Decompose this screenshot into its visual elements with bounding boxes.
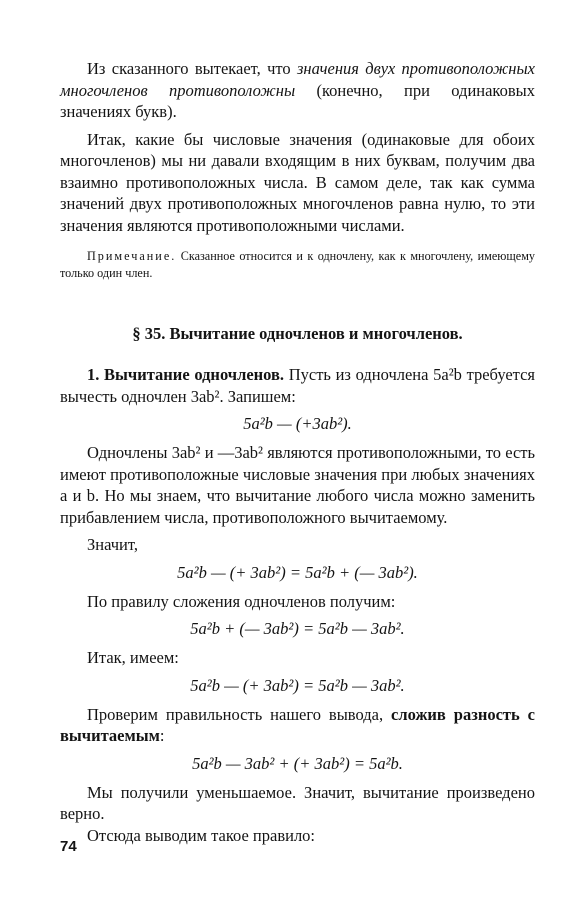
formula-1: 5a²b — (+3ab²). <box>243 414 352 433</box>
paragraph-1-end: (конечно, при одинаковых значениях букв). <box>60 80 535 121</box>
paragraph-1 <box>60 58 535 123</box>
text-rule-addition: По правилу сложения одночленов получим: <box>87 591 396 611</box>
item-1-paragraph <box>60 364 535 407</box>
paragraph-2: Итак, какие бы числовые значения (одинаковые для обоих многочленов) мы ни давали входящим в них буквам, получим два взаимно противоположных числа. В самом деле, так как сумма значений двух противоположных многочленов равна нулю, то эти значения являются противоположными числами. <box>60 129 535 235</box>
text-check <box>60 704 535 747</box>
page-number: 74 <box>60 838 77 855</box>
text-check-end: : <box>159 726 165 745</box>
text-check-bold: сложив разность с вычитаемым <box>60 704 536 745</box>
text-so-we-have: Итак, имеем: <box>87 648 179 667</box>
section-title: § 35. Вычитание одночленов и многочленов. <box>132 324 463 343</box>
note-paragraph <box>60 248 535 282</box>
text-opposites: Одночлены 3ab² и —3ab² являются противоположными, то есть имеют противоположные числовые значения при любых значениях a и b. Но мы знаем, что вычитание любого числа можно заменить прибавлением числа, противоположного вычитаемому. <box>60 443 535 527</box>
text-rule-intro: Отсюда выводим такое правило: <box>87 825 316 845</box>
text-check-start: Проверим правильность нашего вывода, <box>87 704 392 724</box>
text-therefore: Значит, <box>87 535 138 554</box>
formula-5: 5a²b — 3ab² + (+ 3ab²) = 5a²b. <box>192 753 403 773</box>
page-content <box>60 58 535 846</box>
note-text: Сказанное относится и к одночлену, как к многочлену, имеющему только один член. <box>60 249 535 280</box>
item-1-text: Пусть из одночлена 5a²b требуется вычесть одночлен 3ab². Запишем: <box>60 365 535 406</box>
note-label: Примечание. <box>87 249 177 263</box>
paragraph-1-start: Из сказанного вытекает, что <box>87 59 297 78</box>
formula-2: 5a²b — (+ 3ab²) = 5a²b + (— 3ab²). <box>177 562 418 582</box>
paragraph-1-emphasis: значения двух противоположных многочленов противоположны <box>60 59 535 100</box>
text-result: Мы получили уменьшаемое. Значит, вычитание произведено верно. <box>60 782 535 823</box>
item-1-heading: 1. Вычитание одночленов. <box>87 365 285 384</box>
formula-3: 5a²b + (— 3ab²) = 5a²b — 3ab². <box>190 619 405 638</box>
formula-4: 5a²b — (+ 3ab²) = 5a²b — 3ab². <box>190 675 405 695</box>
